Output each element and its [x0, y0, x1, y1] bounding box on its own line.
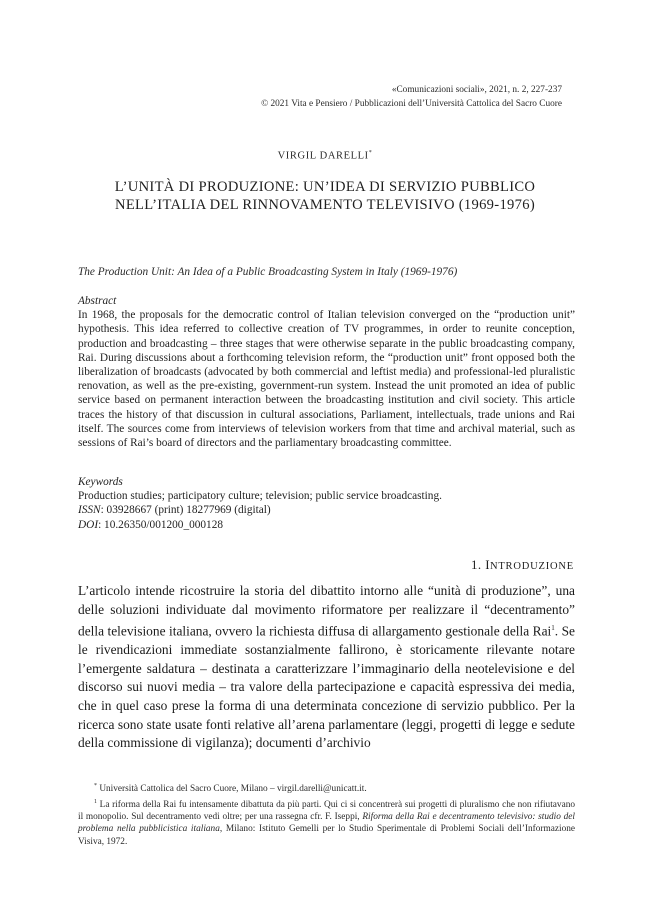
section-heading	[471, 557, 574, 573]
issn-value: : 03928667 (print) 18277969 (digital)	[100, 504, 271, 517]
footnote-author	[78, 780, 575, 796]
issn-row	[78, 503, 575, 517]
footnote-star-mark: *	[94, 783, 97, 789]
footnotes	[78, 780, 575, 848]
abstract-label: Abstract	[78, 295, 117, 307]
journal-citation: «Comunicazioni sociali», 2021, n. 2, 227-237	[391, 85, 562, 95]
doi-row	[78, 518, 575, 532]
article-metadata	[78, 475, 575, 532]
keywords-label: Keywords	[78, 476, 123, 488]
english-title: The Production Unit: An Idea of a Public Broadcasting System in Italy (1969-1976)	[78, 266, 458, 278]
title-line-2: NELL’ITALIA DEL RINNOVAMENTO TELEVISIVO (1969-1976)	[114, 197, 535, 213]
footnote-author-text: Università Cattolica del Sacro Cuore, Milano – virgil.darelli@unicatt.it.	[97, 784, 367, 795]
abstract-text: In 1968, the proposals for the democratic control of Italian television converged on the “production unit” hypothesis. This idea referred to collective creation of TV programmes, in order to reunite conception, production and broadcasting – three stages that were otherwise separate in the public broadcasting company, Rai. During discussions about a forthcoming television reform, the “production unit” front opposed both the liberalization of broadcasts (advocated by both commercial and leftist media) and professional-led pluralistic renovation, as well as the pre-existing, government-run system. Instead the unit promoted an idea of public service based on permanent interaction between the broadcasting institution and civil society. This article traces the history of that discussion in cultural associations, Parliament, intellectuals, trade unions and Rai itself. The sources come from interviews of television workers from that time and archival material, such as sessions of Rai’s board of directors and the parliamentary broadcasting committee.	[78, 309, 575, 450]
footnote-1-italic-title: Riforma della Rai e decentramento televisivo: studio del problema nella pubblicistica italiana	[78, 812, 575, 835]
body-text-part-2: . Se le rivendicazioni immediate sostanzialmente fallirono, è storicamente rilevante notare l’emergente saldatura – destinata a caratterizzare l’immaginario della neotelevisione e del discorso sui nuovi media – tra valore della partecipazione e capacità espressiva dei media, che in quel caso prese la forma di una determinata concezione di servizio pubblico. Per la ricerca sono state usate fonti relative all’arena parlamentare (leggi, progetti di legge e sedute della commissione di vigilanza); documenti d’archivio	[78, 623, 575, 751]
footnote-ref-1[interactable]: 1	[551, 624, 555, 633]
issn-label: ISSN	[78, 504, 101, 517]
doi-value[interactable]: : 10.26350/001200_000128	[98, 518, 223, 531]
footnote-1-text-b: , Milano: Istituto Gemelli per lo Studio Sperimentale di Problemi Sociali dell’Informazione Visiva, 1972.	[78, 824, 575, 847]
footnote-1-mark: 1	[94, 798, 97, 805]
copyright-notice: © 2021 Vita e Pensiero / Pubblicazioni dell’Università Cattolica del Sacro Cuore	[261, 99, 562, 109]
author-line	[0, 150, 650, 162]
body-text-part-1: L’articolo intende ricostruire la storia del dibattito intorno alle “unità di produzione”, una delle soluzioni individuate dal movimento riformatore per realizzare il “decentramento” della televisione italiana, ovvero la richiesta diffusa di allargamento gestionale della Rai	[78, 583, 575, 639]
title-line-1: L’UNITÀ DI PRODUZIONE: UN’IDEA DI SERVIZIO PUBBLICO	[114, 179, 536, 195]
abstract-section	[78, 294, 575, 478]
section-title-rest: NTRODUZIONE	[489, 561, 574, 572]
section-title-initial: I	[485, 557, 490, 572]
article-title	[0, 178, 650, 214]
author-footnote-mark[interactable]: *	[368, 150, 373, 156]
body-paragraph	[78, 582, 575, 753]
doi-label: DOI	[78, 518, 99, 531]
keywords-text: Production studies; participatory culture; television; public service broadcasting.	[78, 490, 442, 503]
section-number: 1.	[471, 557, 486, 572]
footnote-1-text-a: La riforma della Rai fu intensamente dibattuta da più parti. Qui ci si concentrerà sui progetti di pluralismo che non rifiutavano il monopolio. Sul decentramento vedi oltre; per una rassegna cfr. F. Iseppi,	[78, 799, 575, 822]
running-header	[261, 83, 562, 111]
author-name: VIRGIL DARELLI	[277, 150, 369, 162]
footnote-1	[78, 796, 575, 849]
